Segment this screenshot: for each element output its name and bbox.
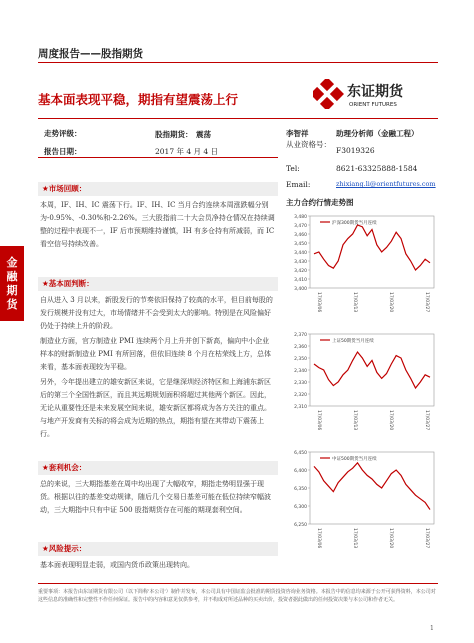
legend-label: 中证500期货当月连续 (332, 457, 377, 462)
x-tick-label: 17/03/27 (424, 528, 429, 549)
section-paragraph: 本周，IF、IH、IC 震荡下行。IF、IH、IC 当月合约连续本周涨跌幅分别为-0.95%、-0.30%和-2.26%。三大股指前二十大会员净持仓情况在持续调整的过程中表现不一，IF 后市预期维持谨慎，IH 有多仓持有所减弱，而 IC 看空信号持续改善。 (40, 201, 275, 248)
y-tick-label: 6,400 (294, 469, 307, 474)
email-label: Email: (286, 180, 311, 189)
y-tick-label: 2,340 (294, 369, 307, 374)
x-tick-label: 17/03/13 (352, 292, 357, 313)
company-logo (313, 79, 440, 109)
email-link[interactable]: zhixiang.li@orientfutures.com (336, 180, 436, 188)
y-tick-label: 3,430 (294, 260, 307, 265)
y-tick-label: 3,470 (294, 224, 307, 229)
y-tick-label: 3,440 (294, 251, 307, 256)
legend-label: 上证50期货当月连续 (332, 339, 374, 344)
meta-rule (38, 157, 278, 158)
logo-en: ORIENT FUTURES (349, 102, 397, 108)
section-paragraph: 制造业方面，官方制造业 PMI 连续两个月上升并创下新高，偏向中小企业样本的财新制造业 PMI 有所回落，但依旧连续 8 个月在枯荣线上方，总体来看，基本面表现较为平稳。 (40, 337, 271, 371)
y-tick-label: 2,310 (294, 405, 307, 410)
sidebar-char: 融 (6, 269, 18, 283)
analyst-role: 助理分析师（金融工程） (336, 129, 419, 138)
report-type: 周度报告——股指期货 (38, 48, 143, 60)
section-paragraph: 另外，今年提出建立的雄安新区来说，它是继深圳经济特区和上海浦东新区后的第三个全国性新区，而且其远期规划面积将超过其他两个新区。因此，无论从重要性还是未来发展空间来说，雄安新区都将成为各方关注的重点。与地产开发商有关标的将会成为近期的热点，期指有望在其带动下震荡上行。 (40, 378, 271, 438)
charts-heading: 主力合约行情走势图 (286, 198, 354, 207)
product-label: 股指期货： (155, 130, 193, 139)
license-value: F3019326 (336, 146, 375, 155)
report-title: 基本面表现平稳，期指有望震荡上行 (38, 92, 239, 107)
tel-label: Tel: (286, 164, 300, 173)
section-paragraph: 自从进入 3 月以来，新股发行的节奏依旧保持了较高的水平，但目前每股的发行规模并没有过大，市场情绪并不会受到太大的影响。特别是在风险偏好仍处于持续上升的阶段。 (40, 296, 273, 330)
plot-area (310, 334, 434, 406)
header-rule (38, 62, 438, 63)
date-label: 报告日期： (44, 147, 82, 156)
section-title: ★风险提示： (38, 542, 278, 556)
y-tick-label: 2,330 (294, 381, 307, 386)
x-tick-label: 17/03/20 (388, 292, 393, 313)
y-tick-label: 6,300 (294, 505, 307, 510)
section-paragraph: 总的来说，三大期指基差在周中均出现了大幅收窄，期指走势明显强于现货。根据以往的基差变动规律，随后几个交易日基差可能在低位持续窄幅波动，三大期指中只有中证 500 股指期货存在可能的期现套利空间。 (40, 480, 271, 514)
title-rule (38, 118, 438, 119)
plot-area (310, 452, 434, 524)
x-tick-label: 17/03/06 (316, 410, 321, 431)
y-tick-label: 2,370 (294, 333, 307, 338)
sidebar-label (0, 246, 24, 321)
plot-area (310, 216, 434, 288)
analyst-name: 李智祥 (286, 129, 309, 138)
section-title: ★套利机会： (38, 461, 278, 475)
y-tick-label: 6,450 (294, 451, 307, 456)
chart-if (284, 208, 440, 316)
y-tick-label: 2,360 (294, 345, 307, 350)
section-title: ★基本面判断： (38, 277, 278, 291)
y-tick-label: 3,450 (294, 242, 307, 247)
x-tick-label: 17/03/13 (352, 528, 357, 549)
legend-label: 沪深300期货当月连续 (332, 221, 377, 226)
x-tick-label: 17/03/06 (316, 528, 321, 549)
y-tick-label: 3,400 (294, 287, 307, 292)
y-tick-label: 6,250 (294, 523, 307, 528)
x-tick-label: 17/03/06 (316, 292, 321, 313)
x-tick-label: 17/03/20 (388, 528, 393, 549)
footer-rule (38, 583, 438, 584)
logo-mark-icon (313, 79, 440, 109)
y-tick-label: 3,480 (294, 215, 307, 220)
x-tick-label: 17/03/20 (388, 410, 393, 431)
x-tick-label: 17/03/27 (424, 292, 429, 313)
license-label: 从业资格号： (286, 140, 331, 149)
trend-label: 走势评级： (44, 129, 82, 138)
date-value: 2017 年 4 月 4 日 (155, 147, 219, 156)
disclaimer: 重要事项：本报告由东证期货有限公司（以下简称'本公司'）制作并发布，本公司具有中国证监会批准的期货投资咨询业务资格。本报告中的信息均来源于公开可获得资料，本公司对这些信息的准确性和完整性不作任何保证。报告中的内容和意见仅供参考，并不构成对所述品种的买卖出价，投资者据此做出的任何投资决策与本公司和作者无关。 (38, 589, 436, 603)
sidebar-char: 货 (6, 297, 18, 311)
y-tick-label: 3,410 (294, 278, 307, 283)
sidebar-char: 期 (6, 283, 18, 297)
chart-ih (284, 326, 440, 434)
section-paragraph: 基本面表现明显走弱，或国内货币政策出现转向。 (40, 561, 194, 569)
x-tick-label: 17/03/13 (352, 410, 357, 431)
tel-value: 8621-63325888-1584 (336, 164, 418, 173)
y-tick-label: 3,420 (294, 269, 307, 274)
page-number: 1 (430, 625, 434, 632)
x-tick-label: 17/03/27 (424, 410, 429, 431)
product-value: 震荡 (196, 130, 211, 139)
y-tick-label: 6,350 (294, 487, 307, 492)
section-title: ★市场回顾： (38, 182, 278, 196)
y-tick-label: 3,460 (294, 233, 307, 238)
logo-cn: 东证期货 (347, 84, 403, 100)
sidebar-char: 金 (6, 255, 18, 269)
y-tick-label: 2,320 (294, 393, 307, 398)
chart-ic (284, 444, 440, 552)
y-tick-label: 2,350 (294, 357, 307, 362)
